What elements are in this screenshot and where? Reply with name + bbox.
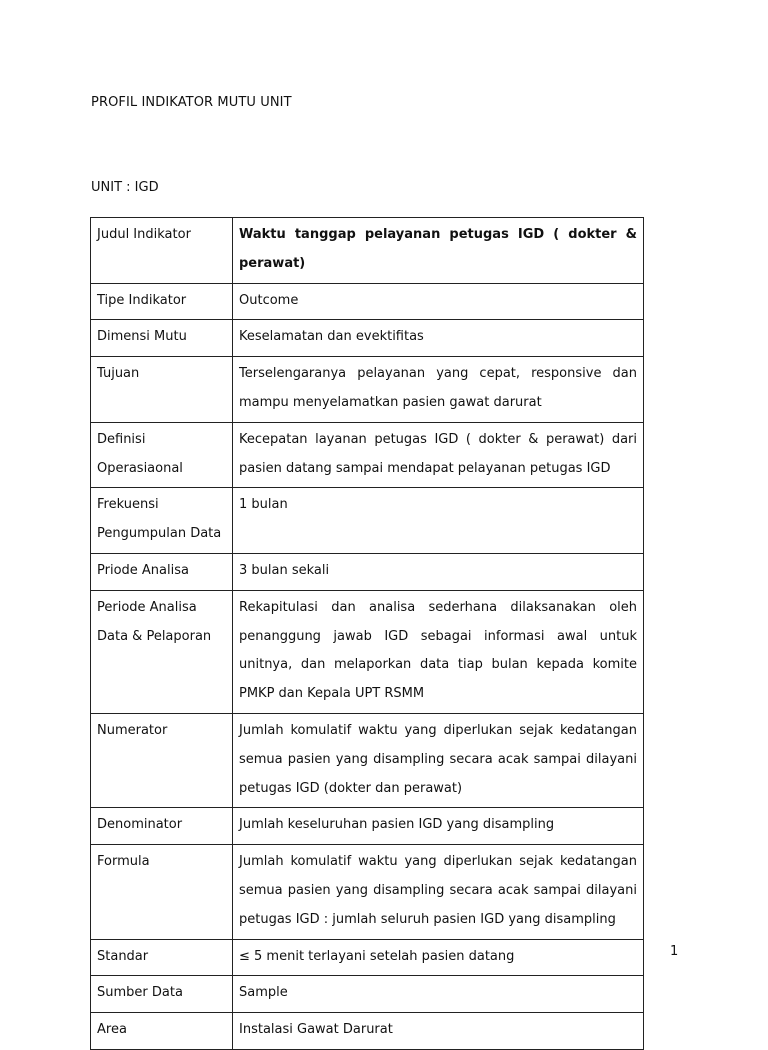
row-value: Sample [233,976,644,1013]
document-title: PROFIL INDIKATOR MUTU UNIT [91,95,292,110]
indicator-profile-table [90,217,644,1050]
row-label: Area [91,1013,233,1050]
table-row-tujuan [91,357,644,423]
row-label: Sumber Data [91,976,233,1013]
row-label: Denominator [91,808,233,845]
table-row-standar [91,939,644,976]
table-row-priode-analisa [91,553,644,590]
row-value: Kecepatan layanan petugas IGD ( dokter & perawat) dari pasien datang sampai mendapat pelayanan petugas IGD [233,422,644,488]
row-label: Formula [91,845,233,939]
row-label: Judul Indikator [91,218,233,284]
table-row-periode-analisa-pelaporan [91,590,644,713]
table-row-denominator [91,808,644,845]
table-row-tipe-indikator [91,283,644,320]
row-value: Outcome [233,283,644,320]
row-label: Tipe Indikator [91,283,233,320]
table-row-judul-indikator [91,218,644,284]
row-label: Periode Analisa Data & Pelaporan [91,590,233,713]
table-row-sumber-data [91,976,644,1013]
row-value: Jumlah komulatif waktu yang diperlukan sejak kedatangan semua pasien yang disampling secara acak sampai dilayani petugas IGD (dokter dan perawat) [233,713,644,807]
row-value: Terselengaranya pelayanan yang cepat, responsive dan mampu menyelamatkan pasien gawat darurat [233,357,644,423]
table-row-definisi-operasional [91,422,644,488]
row-value: Keselamatan dan evektifitas [233,320,644,357]
row-label: Definisi Operasiaonal [91,422,233,488]
table-row-area [91,1013,644,1050]
row-value: 3 bulan sekali [233,553,644,590]
row-label: Tujuan [91,357,233,423]
row-label: Priode Analisa [91,553,233,590]
row-value: ≤ 5 menit terlayani setelah pasien datang [233,939,644,976]
row-value: 1 bulan [233,488,644,554]
row-value: Jumlah keseluruhan pasien IGD yang disampling [233,808,644,845]
unit-line: UNIT : IGD [91,180,159,195]
table-row-frekuensi [91,488,644,554]
row-value: Jumlah komulatif waktu yang diperlukan sejak kedatangan semua pasien yang disampling secara acak sampai dilayani petugas IGD : jumlah seluruh pasien IGD yang disampling [233,845,644,939]
page-number: 1 [670,944,679,959]
row-label: Numerator [91,713,233,807]
row-value: Waktu tanggap pelayanan petugas IGD ( dokter & perawat) [233,218,644,284]
row-value: Rekapitulasi dan analisa sederhana dilaksanakan oleh penanggung jawab IGD sebagai informasi awal untuk unitnya, dan melaporkan data tiap bulan kepada komite PMKP dan Kepala UPT RSMM [233,590,644,713]
table-row-dimensi-mutu [91,320,644,357]
row-value: Instalasi Gawat Darurat [233,1013,644,1050]
row-label: Standar [91,939,233,976]
row-label: Frekuensi Pengumpulan Data [91,488,233,554]
table-row-numerator [91,713,644,807]
row-label: Dimensi Mutu [91,320,233,357]
table-row-formula [91,845,644,939]
